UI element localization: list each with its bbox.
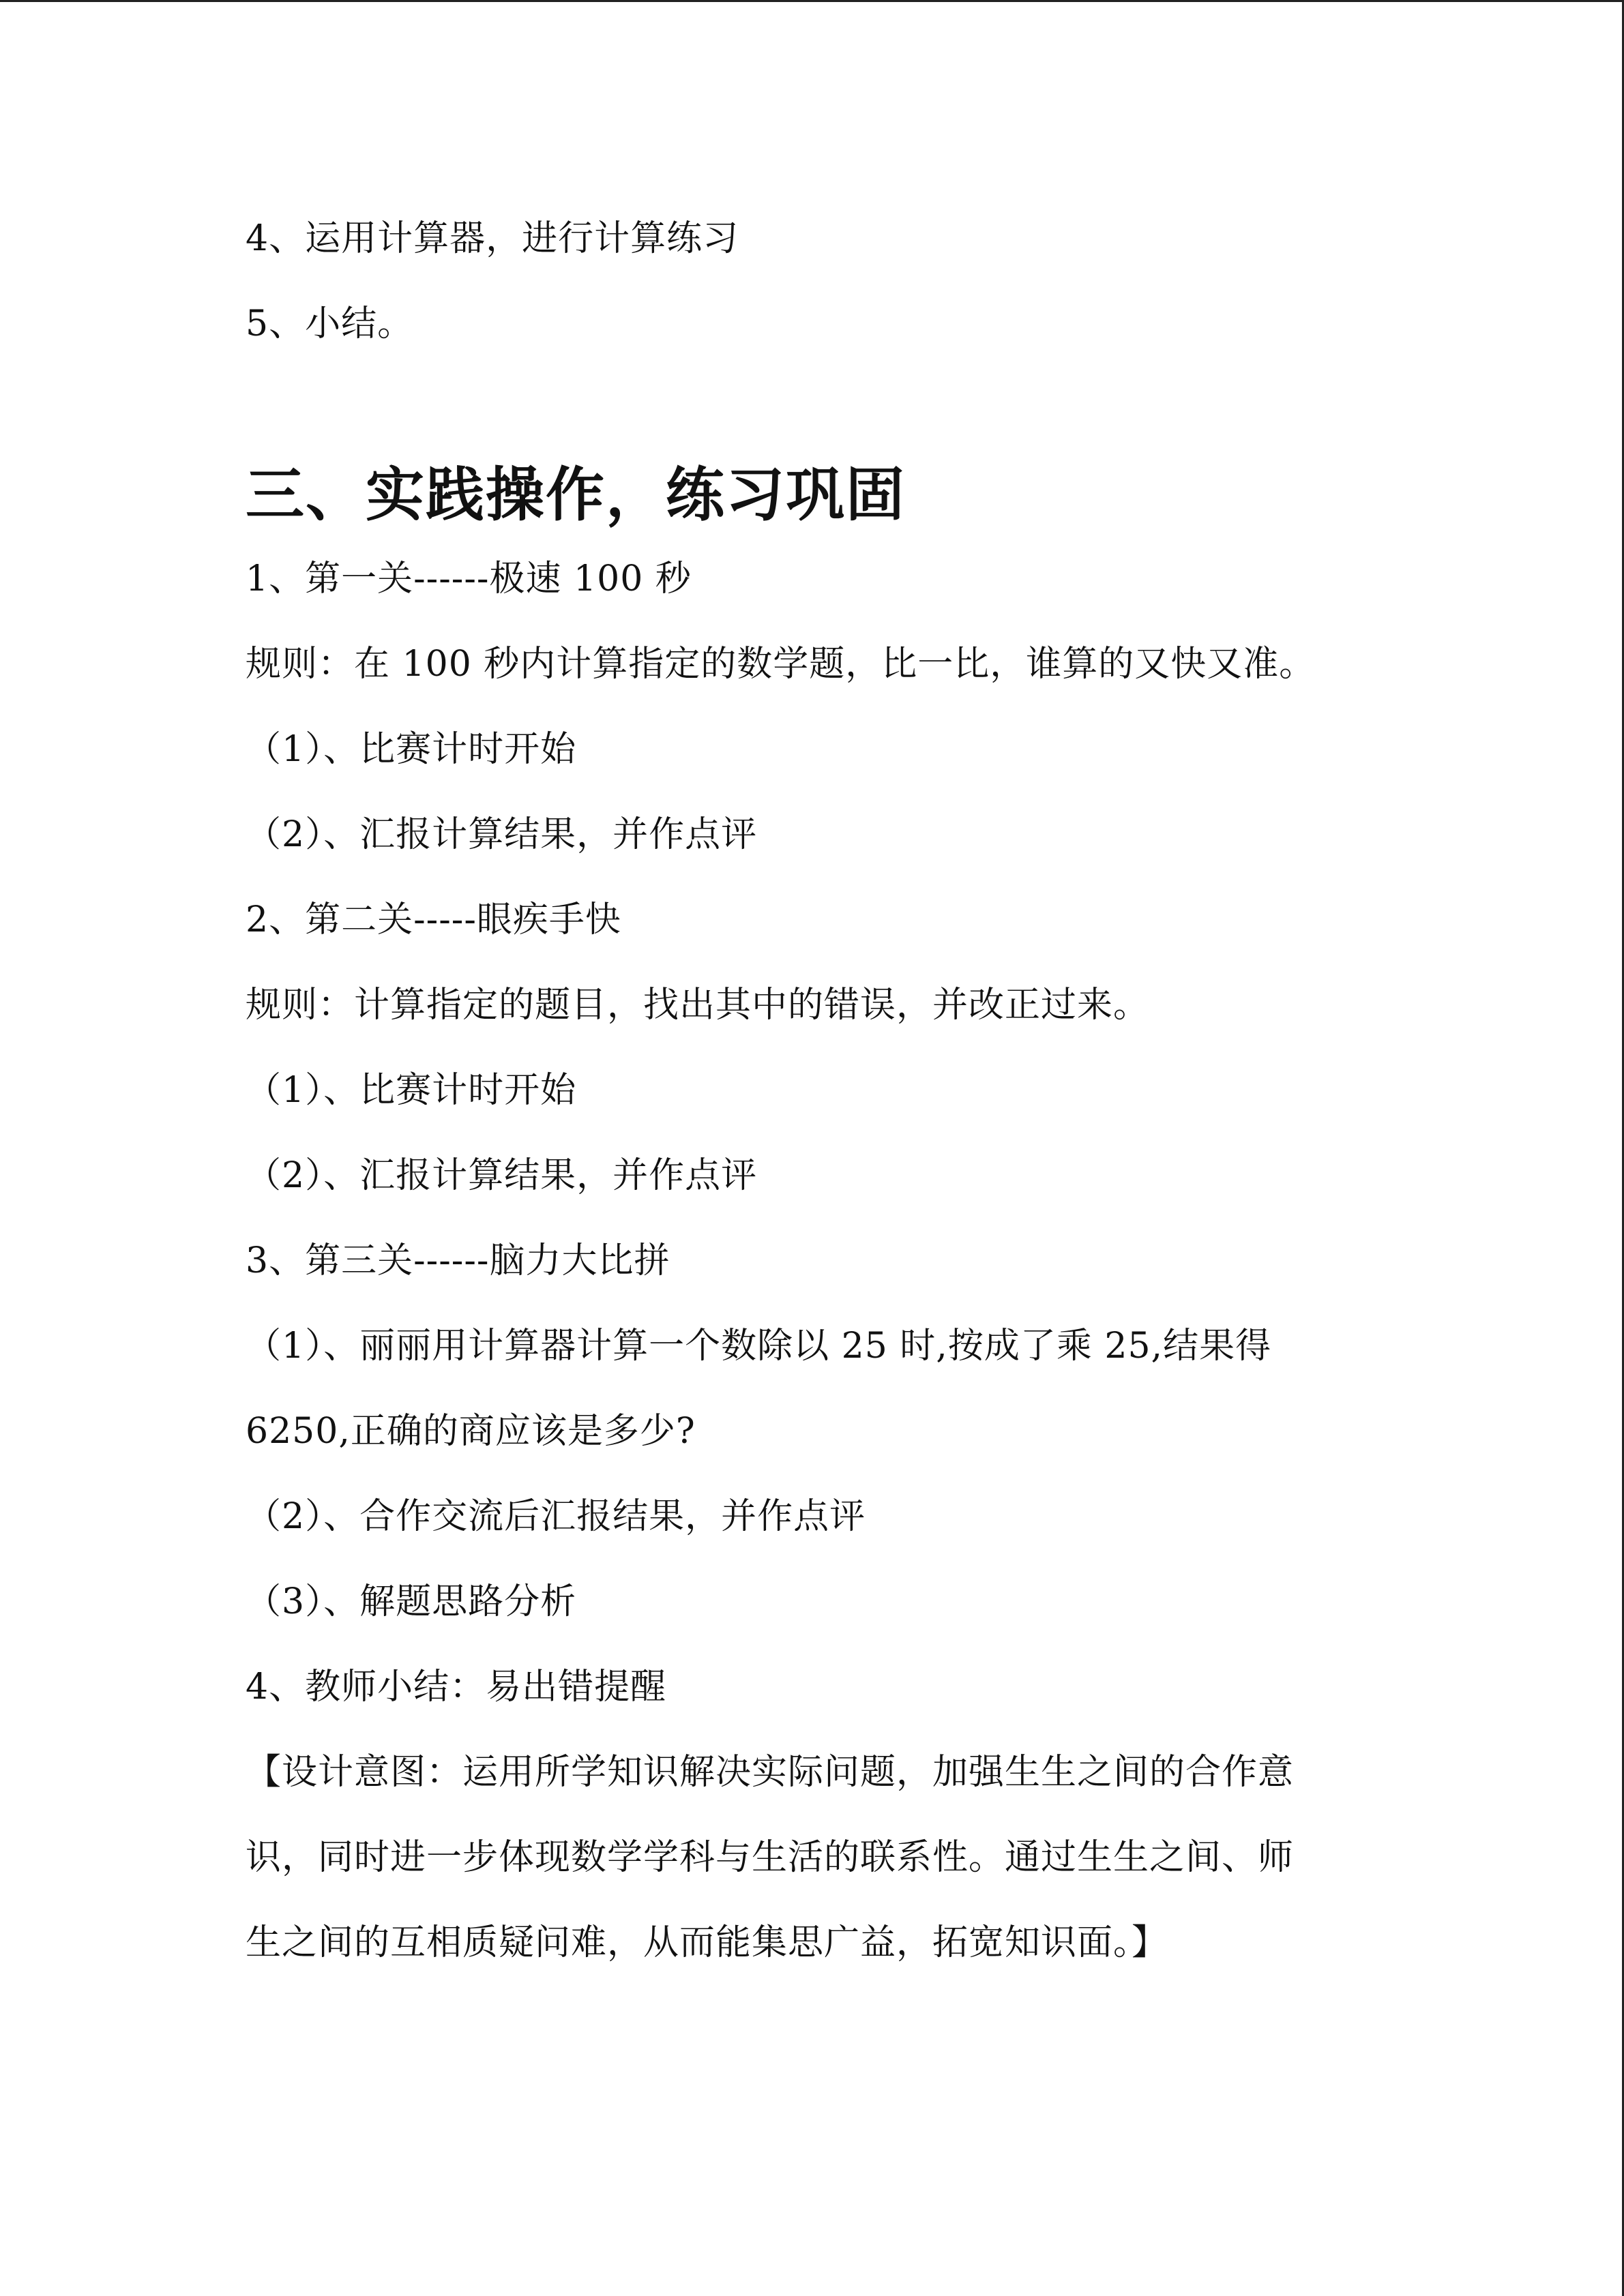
- sub-item-continuation: 6250,正确的商应该是多少?: [246, 1411, 696, 1452]
- rule-text: 规则：在 100 秒内计算指定的数学题，比一比，谁算的又快又准。: [246, 644, 1316, 685]
- sub-item: （1）、比赛计时开始: [246, 729, 577, 770]
- list-item: 5、小结。: [246, 303, 414, 344]
- design-intent-text: 【设计意图：运用所学知识解决实际问题，加强生生之间的合作意: [246, 1752, 1295, 1793]
- list-item: 4、运用计算器，进行计算练习: [246, 218, 739, 259]
- level-title: 3、第三关------脑力大比拼: [246, 1240, 670, 1281]
- sub-item: （2）、汇报计算结果，并作点评: [246, 1155, 758, 1196]
- design-intent-text: 识，同时进一步体现数学学科与生活的联系性。通过生生之间、师: [246, 1837, 1295, 1878]
- sub-item: （3）、解题思路分析: [246, 1581, 577, 1622]
- sub-item: （1）、丽丽用计算器计算一个数除以 25 时,按成了乘 25,结果得: [246, 1326, 1272, 1367]
- sub-item: （1）、比赛计时开始: [246, 1070, 577, 1111]
- level-title: 1、第一关------极速 100 秒: [246, 558, 692, 599]
- level-title: 2、第二关-----眼疾手快: [246, 899, 621, 940]
- rule-text: 规则：计算指定的题目，找出其中的错误，并改正过来。: [246, 985, 1150, 1026]
- section-heading: 三、实践操作，练习巩固: [246, 460, 906, 529]
- design-intent-text: 生之间的互相质疑问难，从而能集思广益，拓宽知识面。】: [246, 1922, 1168, 1963]
- summary-item: 4、教师小结：易出错提醒: [246, 1667, 667, 1708]
- sub-item: （2）、合作交流后汇报结果，并作点评: [246, 1496, 866, 1537]
- sub-item: （2）、汇报计算结果，并作点评: [246, 814, 758, 855]
